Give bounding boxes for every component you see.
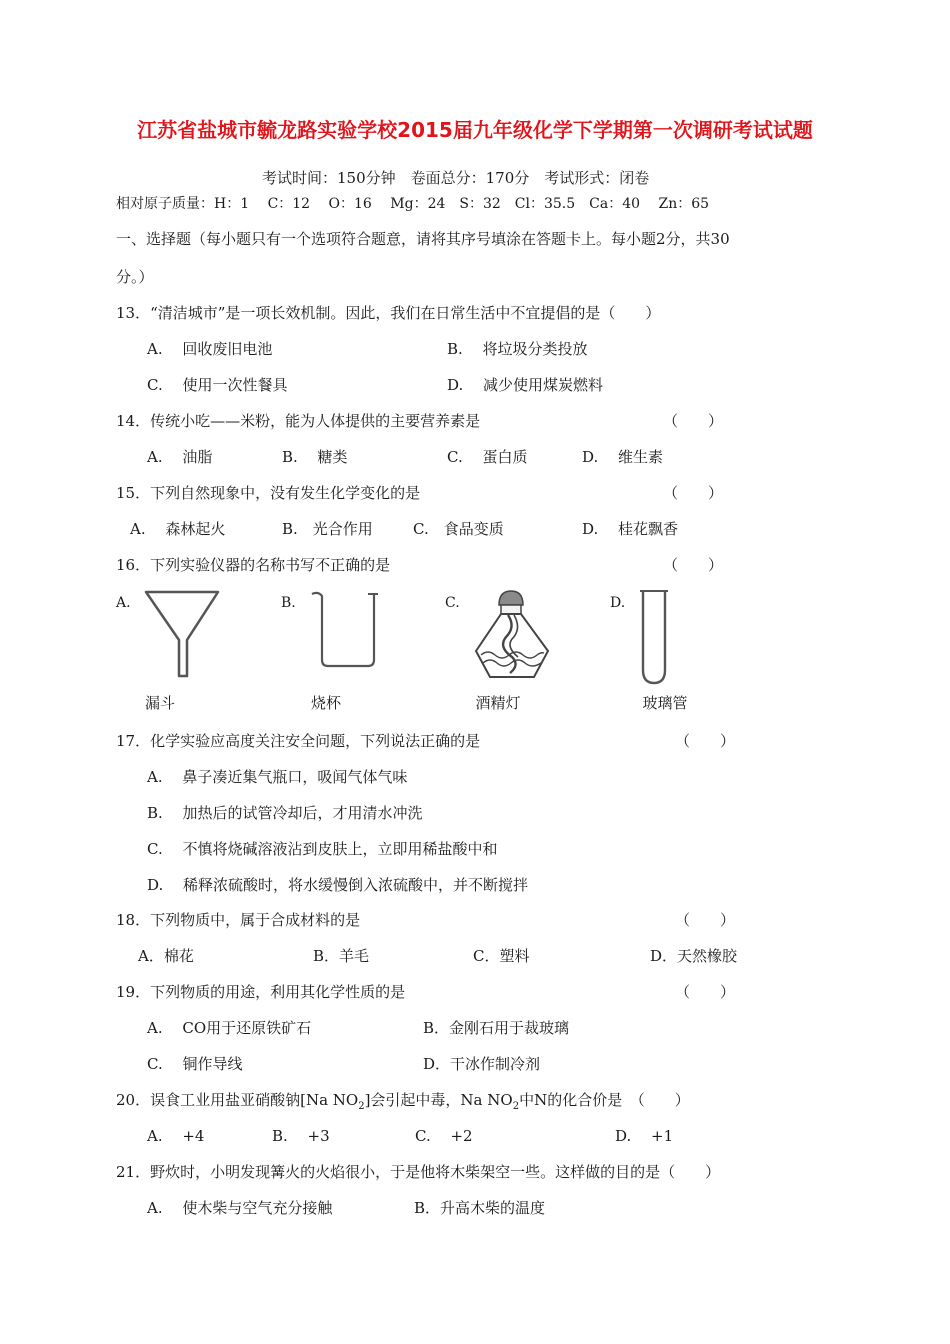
question-16-name-b: 烧杯	[310, 694, 341, 712]
question-20-option-d: D. +1	[615, 1127, 674, 1145]
question-14-option-b: B. 糖类	[282, 448, 348, 466]
question-15-option-c: C. 食品变质	[413, 520, 504, 538]
question-18-option-c: C．塑料	[473, 947, 530, 965]
question-20-option-b: B. +3	[272, 1127, 330, 1145]
beaker-image	[310, 588, 380, 670]
question-16-name-a: 漏斗	[144, 694, 175, 712]
question-17-option-c: C. 不慎将烧碱溶液沾到皮肤上，立即用稀盐酸中和	[147, 840, 498, 858]
question-16-label-b: B.	[281, 595, 296, 611]
question-21-option-b: B．升高木柴的温度	[414, 1199, 546, 1217]
question-18-stem: 18．下列物质中，属于合成材料的是	[116, 911, 361, 929]
question-15-option-b: B. 光合作用	[282, 520, 373, 538]
question-19-option-a: A. CO用于还原铁矿石	[147, 1019, 312, 1037]
question-17-option-d: D. 稀释浓硫酸时，将水缓慢倒入浓硫酸中，并不断搅拌	[147, 876, 529, 894]
question-13-option-d: D. 减少使用煤炭燃料	[447, 376, 604, 394]
answer-paren: （ ）	[675, 732, 736, 750]
question-16-name-c: 酒精灯	[475, 694, 521, 712]
question-16-label-d: D.	[610, 595, 626, 611]
question-18-option-d: D．天然橡胶	[650, 947, 738, 965]
question-17-option-a: A. 鼻子凑近集气瓶口，吸闻气体气味	[147, 768, 408, 786]
question-18-option-a: A．棉花	[138, 947, 194, 965]
question-20-option-c: C. +2	[415, 1127, 473, 1145]
question-18-option-b: B．羊毛	[313, 947, 370, 965]
question-17-option-b: B. 加热后的试管冷却后，才用清水冲洗	[147, 804, 423, 822]
question-19-option-c: C. 铜作导线	[147, 1055, 243, 1073]
question-13-stem: 13．“清洁城市”是一项长效机制。因此，我们在日常生活中不宜提倡的是（ ）	[116, 304, 661, 322]
test-tube-image	[638, 588, 670, 686]
answer-paren: （ ）	[663, 484, 724, 502]
question-15-option-a: A. 森林起火	[130, 520, 226, 538]
question-19-stem: 19．下列物质的用途，利用其化学性质的是	[116, 983, 406, 1001]
question-20-stem: 20．误食工业用盐亚硝酸钠[Na $NO_2$]会引起中毒，Na $NO_2$中N的化合价是 （ ）	[116, 1091, 690, 1112]
question-13-option-a: A. 回收废旧电池	[147, 340, 273, 358]
atomic-mass: 相对原子质量：H：1 C：12 O：16 Mg：24 S：32 Cl：35.5 Ca：40 Zn：65	[116, 196, 710, 212]
question-16-stem: 16．下列实验仪器的名称书写不正确的是	[116, 556, 391, 574]
question-14-stem: 14．传统小吃——米粉，能为人体提供的主要营养素是	[116, 412, 481, 430]
question-15-stem: 15．下列自然现象中，没有发生化学变化的是	[116, 484, 421, 502]
section-heading-cont: 分。）	[116, 268, 154, 286]
question-21-option-a: A. 使木柴与空气充分接触	[147, 1199, 333, 1217]
question-19-option-d: D．干冰作制冷剂	[423, 1055, 541, 1073]
question-14-option-d: D. 维生素	[582, 448, 664, 466]
funnel-image	[143, 588, 223, 683]
exam-info: 考试时间：150分钟 卷面总分：170分 考试形式：闭卷	[262, 169, 650, 187]
section-heading: 一、选择题（每小题只有一个选项符合题意，请将其序号填涂在答题卡上。每小题2分，共30	[116, 230, 730, 248]
question-13-option-b: B. 将垃圾分类投放	[447, 340, 588, 358]
question-20-option-a: A. +4	[147, 1127, 205, 1145]
answer-paren: （ ）	[675, 983, 736, 1001]
question-19-option-b: B．金刚石用于裁玻璃	[423, 1019, 570, 1037]
question-17-stem: 17．化学实验应高度关注安全问题，下列说法正确的是	[116, 732, 481, 750]
answer-paren: （ ）	[675, 911, 736, 929]
question-16-name-d: 玻璃管	[642, 694, 688, 712]
question-21-stem: 21．野炊时，小明发现篝火的火焰很小，于是他将木柴架空一些。这样做的目的是（ ）	[116, 1163, 721, 1181]
question-13-option-c: C. 使用一次性餐具	[147, 376, 288, 394]
page-title: 江苏省盐城市毓龙路实验学校2015届九年级化学下学期第一次调研考试试题	[137, 118, 813, 142]
question-14-option-a: A. 油脂	[147, 448, 213, 466]
alcohol-lamp-image	[470, 585, 560, 681]
question-16-label-a: A.	[116, 595, 131, 611]
question-16-label-c: C.	[445, 595, 460, 611]
answer-paren: （ ）	[663, 412, 724, 430]
question-15-option-d: D. 桂花飘香	[582, 520, 679, 538]
answer-paren: （ ）	[663, 556, 724, 574]
question-14-option-c: C. 蛋白质	[447, 448, 528, 466]
